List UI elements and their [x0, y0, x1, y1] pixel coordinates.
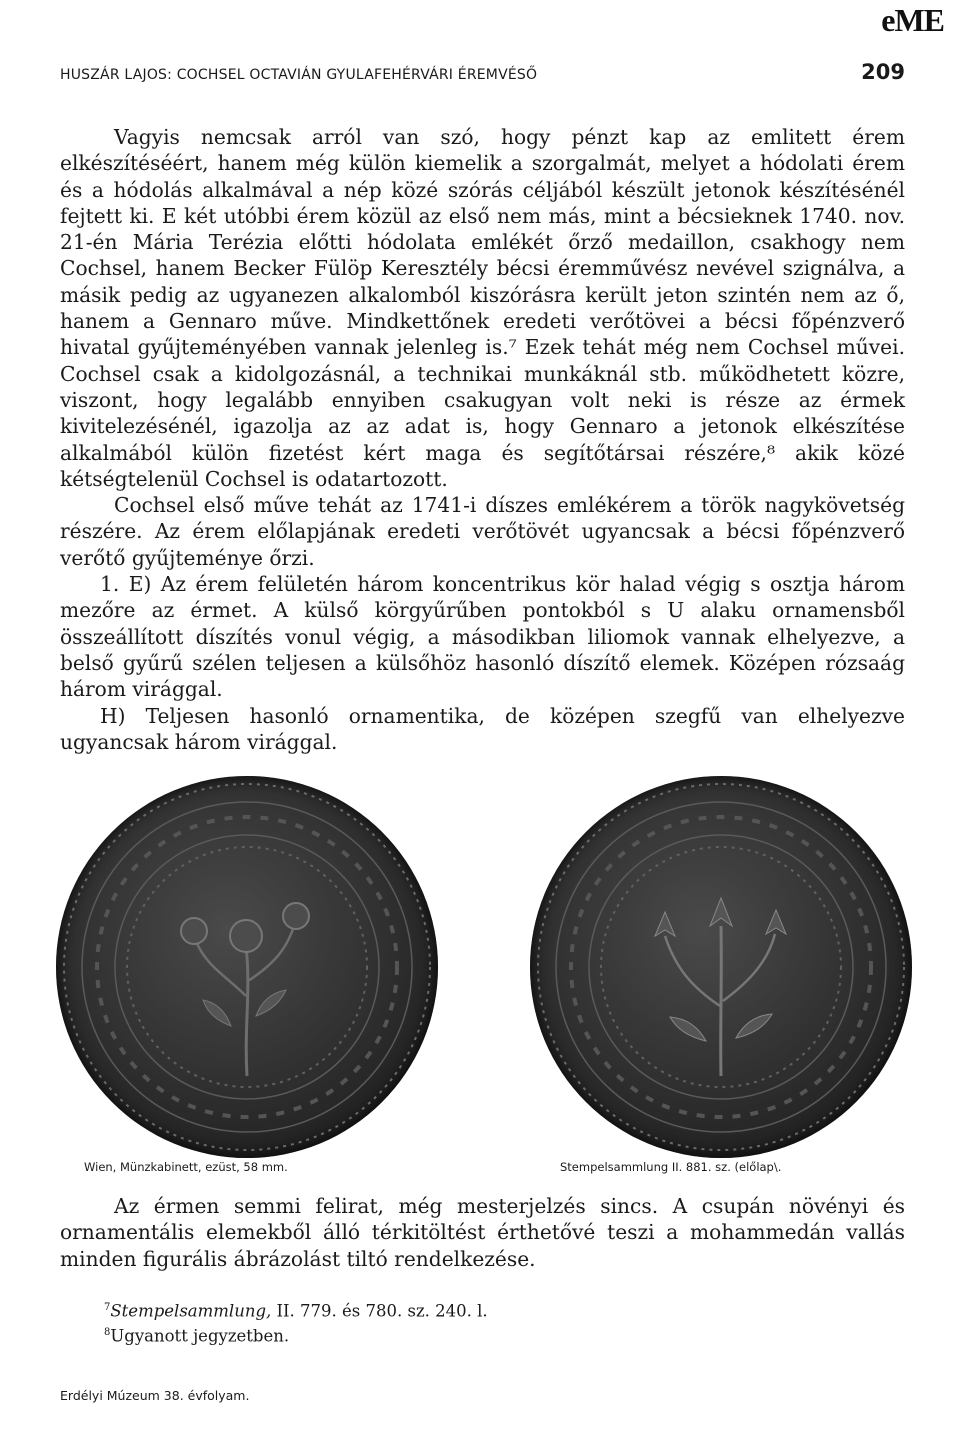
figure-caption-right: Stempelsammlung II. 881. sz. (előlap\.: [560, 1160, 782, 1174]
publisher-logo: eME: [881, 2, 944, 38]
page-footer: Erdélyi Múzeum 38. évfolyam.: [60, 1388, 250, 1403]
figure-caption-left: Wien, Münzkabinett, ezüst, 58 mm.: [84, 1160, 288, 1174]
closing-text: [60, 1193, 905, 1272]
paragraph: Vagyis nemcsak arról van szó, hogy pénzt kap az emlitett érem elkészítéséért, hanem még külön kiemelik a szorgalmát, melyet a hódolati érem és a hódolás alkalmával a nép közé szórás céljából készült jetonok készítésénél fejtett ki. E két utóbbi érem közül az első nem más, mint a bécsieknek 1740. nov. 21-én Mária Terézia előtti hódolata emlékét őrző medaillon, csakhogy nem Cochsel, hanem Becker Fülöp Keresztély bécsi éremművész nevével szignálva, a másik pedig az ugyanezen alkalomból kiszórásra került jeton szintén nem az ő, hanem a Gennaro műve. Mindkettőnek eredeti verőtövei a bécsi főpénzverő hivatal gyűjteményében vannak jelenleg is.⁷ Ezek tehát még nem Cochsel művei. Cochsel csak a kidolgozásnál, a technikai munkáknál stb. működhetett közre, viszont, hogy legalább ennyiben csakugyan volt neki is része az érmek kivitelezésénél, igazolja az az adat is, hogy Gennaro a jetonok elkészítése alkalmából külön fizetést kért maga és segítőtársai részére,⁸ akik közé kétségtelenül Cochsel is odatartozott.: [60, 125, 905, 491]
paragraph-obverse: 1. E) Az érem felületén három koncentrikus kör halad végig s osztja három mezőre az érmet. A külső körgyűrűben pontokból s U alaku ornamensből összeállított díszítés vonul végig, a másodikban liliomok vannak elhelyezve, a belső gyűrű szélen teljesen a külsőhöz hasonló díszítő elemek. Középen rózsaág három virággal.: [60, 572, 905, 702]
medal-image-rose: [56, 776, 438, 1158]
paragraph: Az érmen semmi felirat, még mesterjelzés sincs. A csupán növényi és ornamentális elemekből álló térkitöltést érthetővé teszi a mohammedán vallás minden figurális ábrázolást tiltó rendelkezése.: [60, 1194, 905, 1271]
medal-figures: [56, 776, 916, 1156]
footnote: $^8$Ugyanott jegyzetben.: [104, 1326, 290, 1345]
page-header: [60, 60, 905, 84]
page-number: 209: [861, 60, 905, 84]
footnotes: [104, 1297, 488, 1346]
running-head: HUSZÁR LAJOS: COCHSEL OCTAVIÁN GYULAFEHÉRVÁRI ÉREMVÉSŐ: [60, 67, 538, 83]
body-text: [60, 124, 905, 755]
paragraph: Cochsel első műve tehát az 1741-i díszes emlékérem a török nagykövetség részére. Az érem előlapjának eredeti verőtövét ugyancsak a bécsi főpénzverő verőtő gyűjteménye őrzi.: [60, 493, 905, 570]
footnote: $^7$Stempelsammlung, II. 779. és 780. sz. 240. l.: [104, 1301, 488, 1321]
paragraph-reverse: H) Teljesen hasonló ornamentika, de középen szegfű van elhelyezve ugyancsak három virággal.: [60, 703, 905, 754]
medal-image-carnation: [530, 776, 912, 1158]
